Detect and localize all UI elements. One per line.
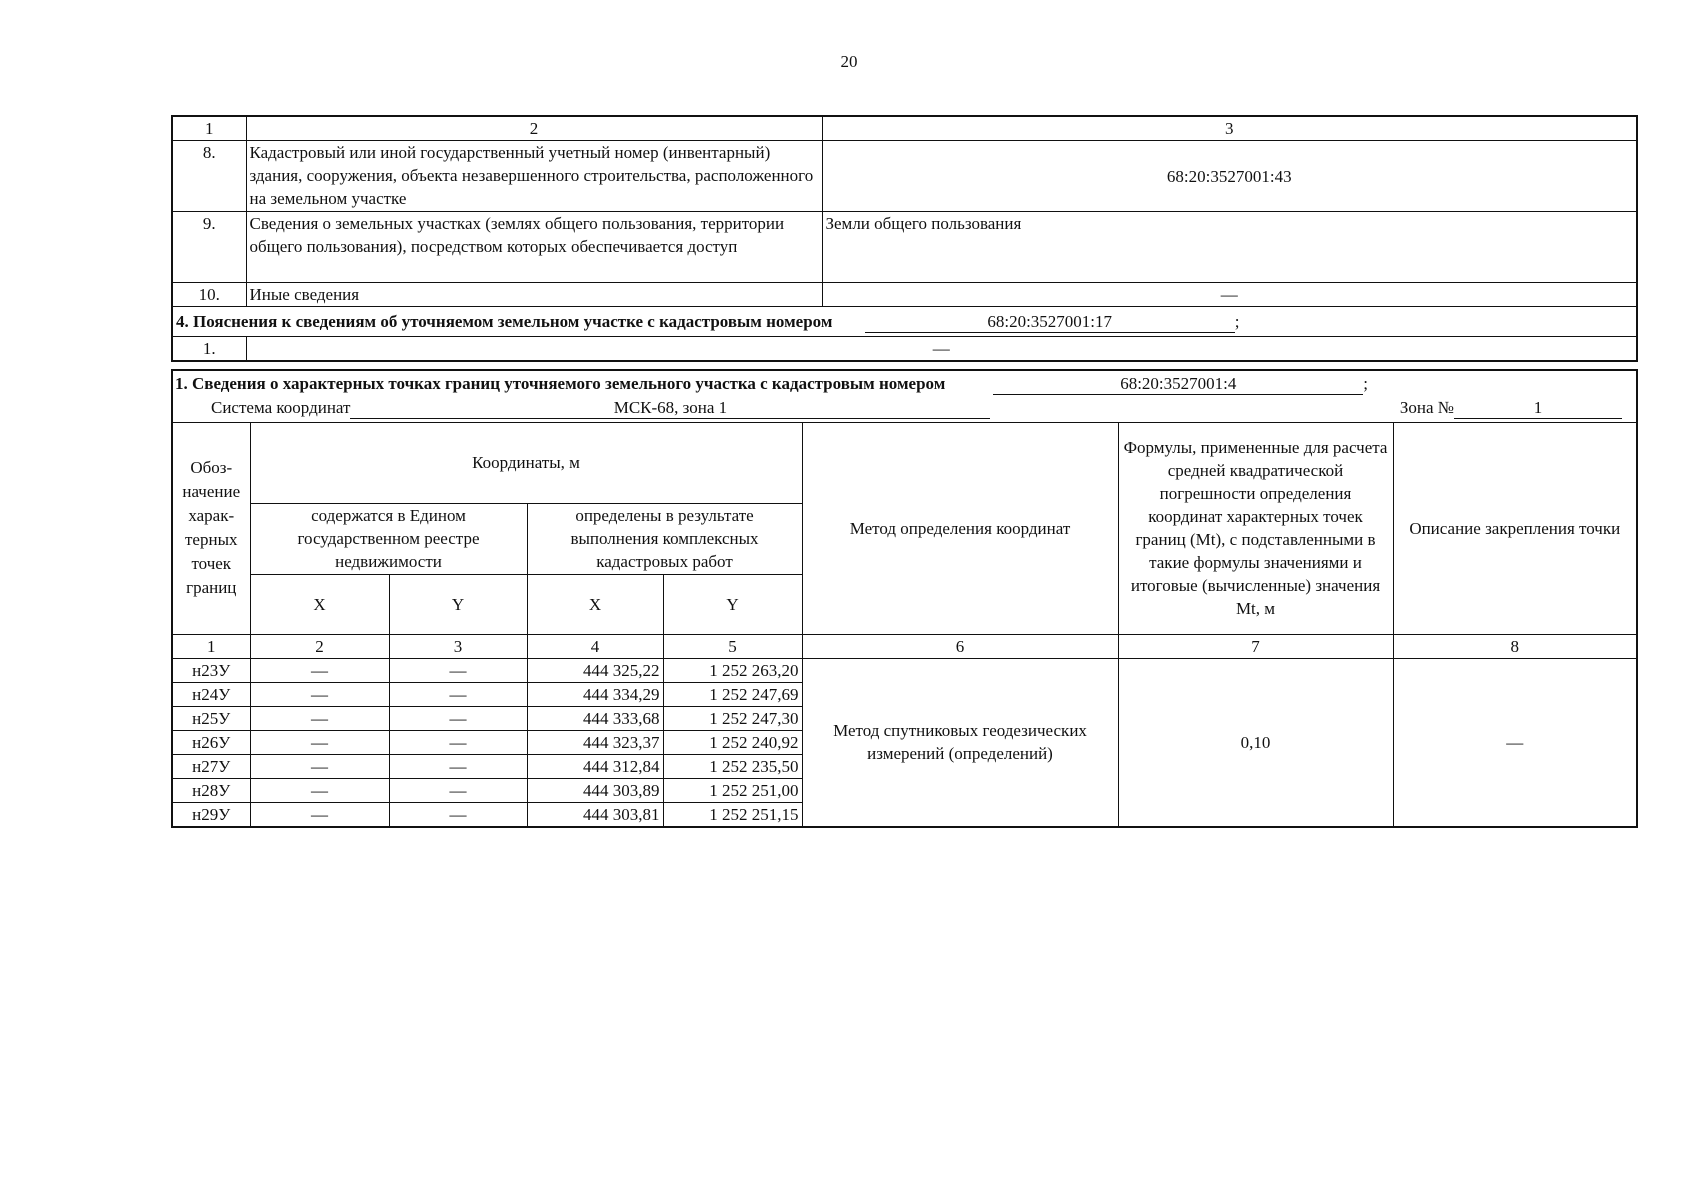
y-egrn: — [389,658,527,682]
point-name: н26У [172,730,250,754]
point-name: н28У [172,778,250,802]
y-kkr: 1 252 251,15 [663,802,802,827]
column-number: 4 [527,634,663,658]
y-egrn: — [389,778,527,802]
table-row [172,141,1637,212]
zone-value: 1 [1454,398,1622,419]
y-kkr: 1 252 247,30 [663,706,802,730]
coords-section-header-row [172,370,1637,422]
row-label: Иные сведения [246,283,822,307]
x-egrn: — [250,754,389,778]
col-egrn-header: содержатся в Едином государственном реестре недвижимости [250,503,527,574]
row-number: 1. [172,337,246,362]
description-value: — [1393,658,1637,827]
x-egrn: — [250,730,389,754]
column-number: 5 [663,634,802,658]
cadastral-info-table [171,115,1638,362]
table-header-row [172,116,1637,141]
section-4-suffix: ; [1234,312,1240,331]
x-egrn: — [250,682,389,706]
zone-label: Зона № [1399,398,1455,417]
x-kkr: 444 334,29 [527,682,663,706]
x-egrn: — [250,706,389,730]
col-x-kkr: X [527,574,663,634]
x-kkr: 444 325,22 [527,658,663,682]
coords-suffix: ; [1363,374,1369,393]
row-value: Земли общего пользования [822,212,1637,283]
x-egrn: — [250,658,389,682]
y-kkr: 1 252 263,20 [663,658,802,682]
section-4-header [172,307,1637,337]
table-row [172,337,1637,362]
header-cell: 2 [246,116,822,141]
y-egrn: — [389,706,527,730]
y-egrn: — [389,730,527,754]
x-kkr: 444 303,89 [527,778,663,802]
x-kkr: 444 333,68 [527,706,663,730]
row-value: — [246,337,1637,362]
point-name: н24У [172,682,250,706]
col-y-egrn: Y [389,574,527,634]
y-egrn: — [389,754,527,778]
section-4-cadastral-number: 68:20:3527001:17 [865,312,1235,333]
y-kkr: 1 252 240,92 [663,730,802,754]
row-label: Кадастровый или иной государственный учетный номер (инвентарный) здания, сооружения, объекта незавершенного строительства, расположенного на земельном участке [246,141,822,212]
method-value: Метод спутниковых геодезических измерений (определений) [802,658,1118,827]
col-description-header: Описание закрепления точки [1393,422,1637,634]
y-kkr: 1 252 247,69 [663,682,802,706]
table-row [172,658,1637,682]
column-number: 3 [389,634,527,658]
row-value: 68:20:3527001:43 [822,141,1637,212]
y-kkr: 1 252 251,00 [663,778,802,802]
coordinate-system-label: Система координат [211,398,351,417]
column-number: 1 [172,634,250,658]
x-kkr: 444 323,37 [527,730,663,754]
col-point-header: Обоз-начение харак-терных точек границ [172,422,250,634]
row-number: 8. [172,141,246,212]
col-kkr-header: определены в результате выполнения комплексных кадастровых работ [527,503,802,574]
coords-section-title: 1. Сведения о характерных точках границ уточняемого земельного участка с кадастровым номером [175,374,946,393]
col-y-kkr: Y [663,574,802,634]
point-name: н25У [172,706,250,730]
coordinates-table [171,369,1638,828]
column-number: 7 [1118,634,1393,658]
header-cell: 1 [172,116,246,141]
y-egrn: — [389,802,527,827]
section-4-title: 4. Пояснения к сведениям об уточняемом земельном участке с кадастровым номером [176,312,833,331]
column-number: 6 [802,634,1118,658]
table-row [172,283,1637,307]
x-kkr: 444 312,84 [527,754,663,778]
x-egrn: — [250,802,389,827]
section-4-header-row [172,307,1637,337]
y-kkr: 1 252 235,50 [663,754,802,778]
col-x-egrn: X [250,574,389,634]
col-method-header: Метод определения координат [802,422,1118,634]
mt-value: 0,10 [1118,658,1393,827]
col-formula-header: Формулы, примененные для расчета средней квадратической погрешности определения координат характерных точек границ (Mt), с подставленными в такие формулы значениями и итоговые (вычисленные) значения Mt, м [1118,422,1393,634]
coords-section-header [172,370,1637,422]
table-row [172,212,1637,283]
header-cell: 3 [822,116,1637,141]
point-name: н27У [172,754,250,778]
coords-header-row-1 [172,422,1637,503]
point-name: н23У [172,658,250,682]
row-label: Сведения о земельных участках (землях общего пользования, территории общего пользования), посредством которых обеспечивается доступ [246,212,822,283]
page-number: 20 [840,52,858,71]
col-coordinates-header: Координаты, м [250,422,802,503]
column-numbers-row [172,634,1637,658]
coordinate-system-value: МСК-68, зона 1 [350,398,990,419]
column-number: 8 [1393,634,1637,658]
row-value: — [822,283,1637,307]
x-egrn: — [250,778,389,802]
y-egrn: — [389,682,527,706]
column-number: 2 [250,634,389,658]
coords-cadastral-number: 68:20:3527001:4 [993,374,1363,395]
row-number: 10. [172,283,246,307]
point-name: н29У [172,802,250,827]
row-number: 9. [172,212,246,283]
x-kkr: 444 303,81 [527,802,663,827]
